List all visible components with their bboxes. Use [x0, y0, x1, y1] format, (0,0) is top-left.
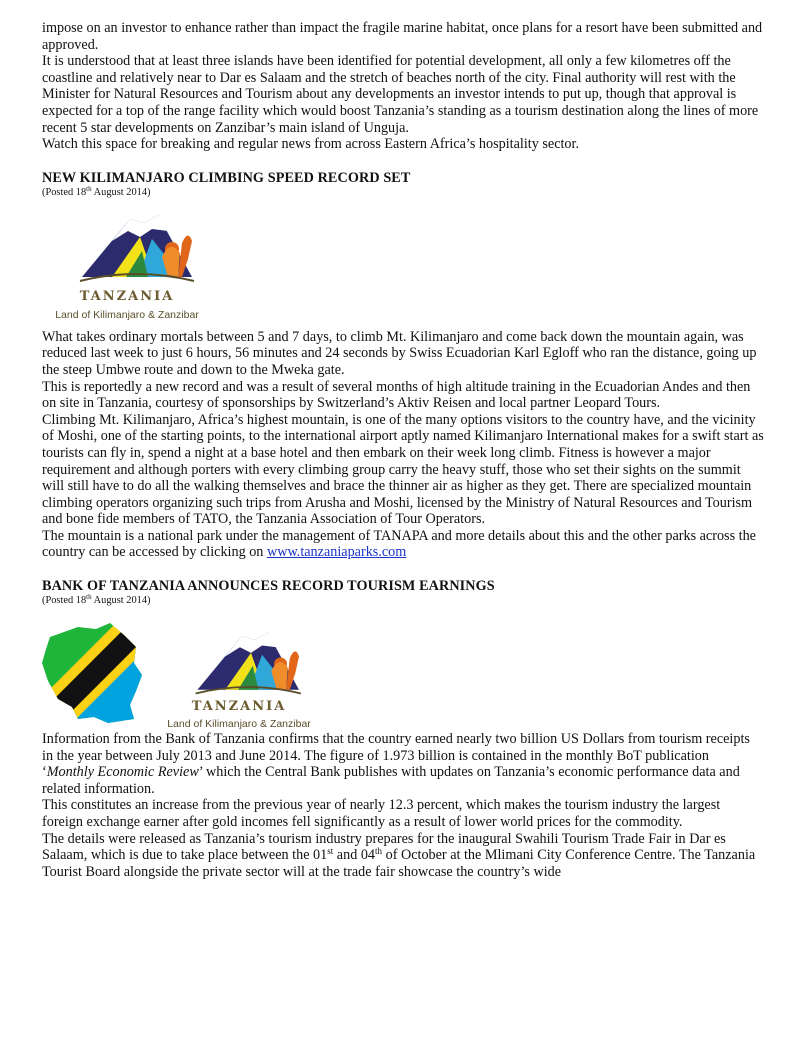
tanzania-map-logo-block	[42, 609, 764, 731]
logo-wordmark: TANZANIA	[191, 699, 287, 715]
logo-tagline: Land of Kilimanjaro & Zanzibar	[167, 718, 311, 731]
article1-paragraph-4: The mountain is a national park under the management of TANAPA and more details about this and the other parks across the country can be accessed by clicking on www.tanzaniaparks.com	[42, 527, 756, 561]
article2-paragraph-3: The details were released as Tanzania’s tourism industry prepares for the inaugural Swahili Tourism Trade Fair in Dar es Salaam, which is due to take place between the 01st and 04th of October at the Mlimani City Conference Centre. The Tanzania Tourist Board alongside the private sector will at the trade fair showcase the country’s wide	[42, 830, 756, 880]
intro-paragraph-2: It is understood that at least three islands have been identified for potential development, all only a few kilometres off the coastline and relatively near to Dar es Salaam and the stretch of beaches north of the city. Final authority will rest with the Minister for Natural Resources and Tourism about any developments an investor intends to put up, though that approval is expected for a top of the range facility which would boost Tanzania’s standing as a tourism destination along the lines of more recent 5 star developments on Zanzibar’s main island of Unguja.	[42, 53, 759, 136]
kilimanjaro-logo-icon	[154, 627, 324, 699]
document-page	[42, 20, 764, 880]
article2-paragraph-1: Information from the Bank of Tanzania confirms that the country earned nearly two billion US Dollars from tourism receipts in the year between July 2013 and June 2014. The figure of 1.973 billion is contained in the monthly BoT publication ‘Monthly Economic Review’ which the Central Bank publishes with updates on Tanzania’s economic performance data and related information.	[42, 731, 750, 797]
article2-paragraph-2: This constitutes an increase from the previous year of nearly 12.3 percent, which makes the tourism industry the largest foreign exchange earner after gold incomes fell significantly as a result of lower world prices for the commodity.	[42, 797, 721, 831]
kilimanjaro-logo-icon	[42, 209, 212, 287]
tanzania-map-icon	[38, 619, 148, 727]
tanzania-logo	[42, 209, 212, 319]
tanzania-flag-map	[38, 619, 148, 727]
posted-date: (Posted 18th August 2014)	[42, 593, 151, 607]
logo-wordmark: TANZANIA	[79, 288, 175, 304]
article1-paragraph-1: What takes ordinary mortals between 5 and 7 days, to climb Mt. Kilimanjaro and come back down the mountain again, was reduced last week to just 6 hours, 56 minutes and 24 seconds by Swiss Ecuadorian Karl Egloff who ran the distance, going up the steep Umbwe route and down to the Mweka gate.	[42, 328, 757, 378]
article-heading-kilimanjaro: NEW KILIMANJARO CLIMBING SPEED RECORD SET	[42, 169, 411, 186]
tanzaniaparks-link[interactable]: www.tanzaniaparks.com	[266, 544, 407, 561]
intro-paragraph-3: Watch this space for breaking and regular news from across Eastern Africa’s hospitality sector.	[42, 136, 580, 153]
logo-tagline: Land of Kilimanjaro & Zanzibar	[55, 308, 199, 321]
article1-paragraph-2: This is reportedly a new record and was a result of several months of high altitude training in the Ecuadorian Andes and then on site in Tanzania, courtesy of sponsorships by Switzerland’s Aktiv Reisen and local partner Leopard Tours.	[42, 378, 751, 412]
posted-date: (Posted 18th August 2014)	[42, 184, 151, 198]
tanzania-logo	[154, 627, 324, 731]
intro-paragraph-1: impose on an investor to enhance rather than impact the fragile marine habitat, once plans for a resort have been submitted and approved.	[42, 20, 763, 53]
article-heading-bank: BANK OF TANZANIA ANNOUNCES RECORD TOURISM EARNINGS	[42, 578, 495, 595]
article1-paragraph-3: Climbing Mt. Kilimanjaro, Africa’s highest mountain, is one of the many options visitors to the country have, and the vicinity of Moshi, one of the starting points, to the international airport aptly named Kilimanjaro International makes for a swift start as tourists can fly in, spend a night at a base hotel and then embark on their week long climb. Fitness is however a major requirement and although porters with every climbing group carry the heavy stuff, those who set their sights on the summit will still have to do all the walking themselves and brace the thinner air as higher as they get. There are specialized mountain climbing operators organizing such trips from Arusha and Moshi, licensed by the Ministry of Natural Resources and Tourism and bone fide members of TATO, the Tanzania Association of Tour Operators.	[42, 411, 764, 528]
tanzania-logo-block	[42, 201, 764, 329]
